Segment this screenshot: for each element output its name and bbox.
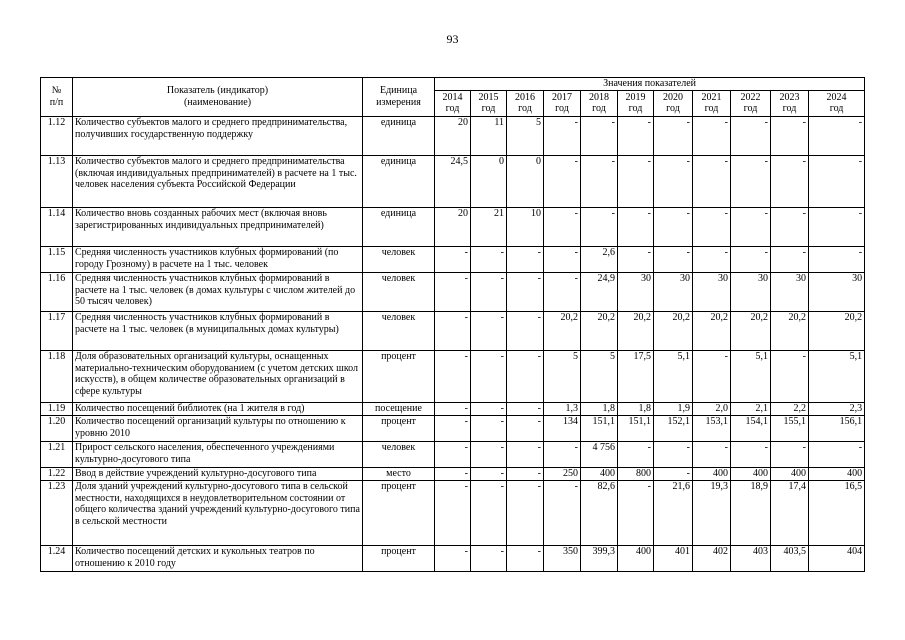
value-cell: - [471,441,507,467]
row-number: 1.23 [41,480,73,545]
value-cell: - [809,441,865,467]
value-cell: - [471,545,507,571]
value-cell: 350 [544,545,581,571]
unit-cell: место [363,467,435,480]
value-cell: - [771,350,809,402]
value-cell: 20,2 [654,311,693,350]
value-cell: - [654,207,693,246]
value-cell: - [618,116,654,155]
value-cell: 24,9 [581,272,618,311]
value-cell: 2,1 [731,402,771,415]
value-cell: 5 [507,116,544,155]
value-cell: - [771,246,809,272]
value-cell: 400 [731,467,771,480]
value-cell: - [435,480,471,545]
value-cell: - [693,116,731,155]
year-suffix: год [555,103,569,115]
value-cell: 5 [581,350,618,402]
value-cell: 21,6 [654,480,693,545]
row-number: 1.12 [41,116,73,155]
value-cell: 30 [809,272,865,311]
value-cell: - [507,467,544,480]
unit-cell: человек [363,272,435,311]
year-header [654,90,693,116]
value-cell: 17,4 [771,480,809,545]
value-cell: 30 [618,272,654,311]
indicator-name: Доля зданий учреждений культурно-досугового типа в сельской местности, находящихся в неудовлетворительном состоянии от общего количества зданий учреждений культурно-досугового типа в сельской местности [73,480,363,545]
value-cell: - [435,402,471,415]
value-cell: - [544,246,581,272]
value-cell: - [731,155,771,207]
value-cell: - [654,116,693,155]
value-cell: - [544,272,581,311]
value-cell: 20,2 [581,311,618,350]
year-suffix: год [445,103,460,115]
value-cell: - [435,350,471,402]
value-cell: - [654,467,693,480]
value-cell: 30 [654,272,693,311]
value-cell: 20,2 [809,311,865,350]
year-suffix: год [518,103,532,115]
value-cell: 11 [471,116,507,155]
value-cell: 2,0 [693,402,731,415]
year-label: 2022 [740,92,761,104]
value-cell: - [435,311,471,350]
year-header [693,90,731,116]
unit-cell: единица [363,155,435,207]
year-label: 2019 [625,92,646,104]
value-cell: - [507,272,544,311]
row-number: 1.24 [41,545,73,571]
value-cell: - [471,272,507,311]
header-unit: Единица измерения [363,78,435,117]
table-row [41,480,865,545]
value-cell: 5,1 [654,350,693,402]
value-cell: 17,5 [618,350,654,402]
value-cell: - [771,155,809,207]
table-row [41,272,865,311]
value-cell: 403,5 [771,545,809,571]
value-cell: 20,2 [544,311,581,350]
year-suffix: год [829,103,844,115]
value-cell: - [435,467,471,480]
value-cell: 400 [809,467,865,480]
unit-cell: человек [363,246,435,272]
unit-cell: процент [363,545,435,571]
table-row [41,311,865,350]
year-header [809,90,865,116]
indicator-name: Количество субъектов малого и среднего предпринимательства, получивших государственную поддержку [73,116,363,155]
value-cell: 250 [544,467,581,480]
year-label: 2015 [478,92,499,104]
value-cell: - [731,116,771,155]
value-cell: - [471,415,507,441]
value-cell: - [435,441,471,467]
value-cell: 404 [809,545,865,571]
value-cell: - [731,207,771,246]
value-cell: - [581,207,618,246]
value-cell: 20,2 [693,311,731,350]
value-cell: 151,1 [581,415,618,441]
value-cell: 402 [693,545,731,571]
table-row [41,116,865,155]
indicator-name: Количество субъектов малого и среднего предпринимательства (включая индивидуальных предпринимателей) в расчете на 1 тыс. человек населения субъекта Российской Федерации [73,155,363,207]
row-number: 1.17 [41,311,73,350]
indicator-name: Средняя численность участников клубных формирований в расчете на 1 тыс. человек (в домах культуры с числом жителей до 50 тысяч человек) [73,272,363,311]
value-cell: - [618,155,654,207]
table-row [41,415,865,441]
value-cell: 20,2 [731,311,771,350]
value-cell: 16,5 [809,480,865,545]
value-cell: - [507,415,544,441]
value-cell: 1,8 [618,402,654,415]
indicator-name: Средняя численность участников клубных формирований в расчете на 1 тыс. человек (в муниципальных домах культуры) [73,311,363,350]
value-cell: - [618,246,654,272]
indicator-name: Средняя численность участников клубных формирований (по городу Грозному) в расчете на 1 тыс. человек [73,246,363,272]
value-cell: - [544,155,581,207]
value-cell: 18,9 [731,480,771,545]
indicator-name: Прирост сельского населения, обеспеченного учреждениями культурно-досугового типа [73,441,363,467]
value-cell: - [693,207,731,246]
unit-cell: процент [363,480,435,545]
value-cell: - [693,350,731,402]
value-cell: - [771,116,809,155]
value-cell: - [435,545,471,571]
value-cell: 152,1 [654,415,693,441]
value-cell: 155,1 [771,415,809,441]
header-indicator: Показатель (индикатор) (наименование) [73,78,363,117]
value-cell: - [507,402,544,415]
value-cell: - [654,441,693,467]
value-cell: - [581,116,618,155]
value-cell: - [435,272,471,311]
table-row [41,402,865,415]
value-cell: - [544,480,581,545]
year-label: 2024 [826,92,847,104]
year-label: 2018 [589,92,609,104]
value-cell: - [435,246,471,272]
indicator-name: Ввод в действие учреждений культурно-досугового типа [73,467,363,480]
table-row [41,246,865,272]
value-cell: - [809,207,865,246]
table-row [41,155,865,207]
value-cell: 400 [618,545,654,571]
value-cell: - [693,246,731,272]
value-cell: - [507,480,544,545]
value-cell: 403 [731,545,771,571]
header-values: Значения показателей [435,78,865,91]
value-cell: - [507,246,544,272]
unit-cell: процент [363,415,435,441]
row-number: 1.14 [41,207,73,246]
value-cell: 30 [771,272,809,311]
year-label: 2021 [701,92,722,104]
value-cell: 20,2 [771,311,809,350]
value-cell: 2,6 [581,246,618,272]
indicator-name: Количество вновь созданных рабочих мест (включая вновь зарегистрированных индивидуальных предпринимателей) [73,207,363,246]
indicator-name: Количество посещений организаций культуры по отношению к уровню 2010 [73,415,363,441]
value-cell: 400 [693,467,731,480]
value-cell: - [471,311,507,350]
year-header [435,90,471,116]
value-cell: 0 [471,155,507,207]
value-cell: - [544,441,581,467]
value-cell: - [544,116,581,155]
value-cell: - [654,155,693,207]
value-cell: 399,3 [581,545,618,571]
year-suffix: год [782,103,797,115]
unit-cell: единица [363,116,435,155]
year-suffix: год [481,103,496,115]
year-header [618,90,654,116]
indicators-table [40,77,865,572]
value-cell: 151,1 [618,415,654,441]
value-cell: - [581,155,618,207]
value-cell: 5 [544,350,581,402]
value-cell: - [618,207,654,246]
row-number: 1.21 [41,441,73,467]
value-cell: - [618,441,654,467]
unit-cell: процент [363,350,435,402]
row-number: 1.13 [41,155,73,207]
unit-cell: посещение [363,402,435,415]
year-label: 2016 [515,92,535,104]
year-label: 2023 [779,92,800,104]
value-cell: 1,8 [581,402,618,415]
value-cell: 19,3 [693,480,731,545]
year-suffix: год [704,103,719,115]
value-cell: - [731,441,771,467]
value-cell: - [693,441,731,467]
value-cell: - [771,441,809,467]
value-cell: - [771,207,809,246]
row-number: 1.18 [41,350,73,402]
value-cell: - [507,311,544,350]
value-cell: 4 756 [581,441,618,467]
year-suffix: год [628,103,643,115]
row-number: 1.15 [41,246,73,272]
value-cell: - [507,545,544,571]
year-suffix: год [743,103,758,115]
indicator-name: Доля образовательных организаций культуры, оснащенных материально-техническим оборудованием (с учетом детских школ искусств), в общем количестве образовательных организаций в сфере культуры [73,350,363,402]
value-cell: 2,2 [771,402,809,415]
indicator-name: Количество посещений детских и кукольных театров по отношению к 2010 году [73,545,363,571]
unit-cell: человек [363,441,435,467]
header-num: № п/п [41,78,73,117]
value-cell: - [809,246,865,272]
table-body [41,116,865,571]
value-cell: 153,1 [693,415,731,441]
value-cell: - [471,467,507,480]
year-label: 2020 [663,92,683,104]
value-cell: 10 [507,207,544,246]
table-row [41,441,865,467]
value-cell: - [471,402,507,415]
year-header [771,90,809,116]
value-cell: - [654,246,693,272]
value-cell: - [809,116,865,155]
row-number: 1.16 [41,272,73,311]
value-cell: 800 [618,467,654,480]
table-row [41,207,865,246]
value-cell: 20 [435,207,471,246]
value-cell: - [471,246,507,272]
unit-cell: единица [363,207,435,246]
table-header [41,78,865,117]
value-cell: 154,1 [731,415,771,441]
table-row [41,467,865,480]
year-header [507,90,544,116]
unit-cell: человек [363,311,435,350]
year-label: 2017 [552,92,572,104]
value-cell: - [471,480,507,545]
year-header [731,90,771,116]
row-number: 1.20 [41,415,73,441]
value-cell: - [435,415,471,441]
value-cell: 20 [435,116,471,155]
value-cell: - [507,350,544,402]
table-row [41,350,865,402]
value-cell: - [809,155,865,207]
table-row [41,545,865,571]
year-label: 2014 [442,92,463,104]
value-cell: 20,2 [618,311,654,350]
value-cell: - [693,155,731,207]
value-cell: - [544,207,581,246]
year-suffix: год [592,103,606,115]
row-number: 1.19 [41,402,73,415]
value-cell: 401 [654,545,693,571]
year-header [581,90,618,116]
value-cell: 400 [581,467,618,480]
value-cell: - [507,441,544,467]
value-cell: 400 [771,467,809,480]
value-cell: 30 [693,272,731,311]
value-cell: 21 [471,207,507,246]
year-header [544,90,581,116]
value-cell: 5,1 [809,350,865,402]
value-cell: 1,3 [544,402,581,415]
value-cell: 30 [731,272,771,311]
value-cell: 5,1 [731,350,771,402]
value-cell: - [618,480,654,545]
page-number: 93 [446,32,459,46]
value-cell: 156,1 [809,415,865,441]
value-cell: 82,6 [581,480,618,545]
year-suffix: год [666,103,680,115]
value-cell: 0 [507,155,544,207]
value-cell: - [471,350,507,402]
value-cell: - [731,246,771,272]
row-number: 1.22 [41,467,73,480]
value-cell: 1,9 [654,402,693,415]
value-cell: 2,3 [809,402,865,415]
year-header [471,90,507,116]
value-cell: 134 [544,415,581,441]
indicator-name: Количество посещений библиотек (на 1 жителя в год) [73,402,363,415]
value-cell: 24,5 [435,155,471,207]
